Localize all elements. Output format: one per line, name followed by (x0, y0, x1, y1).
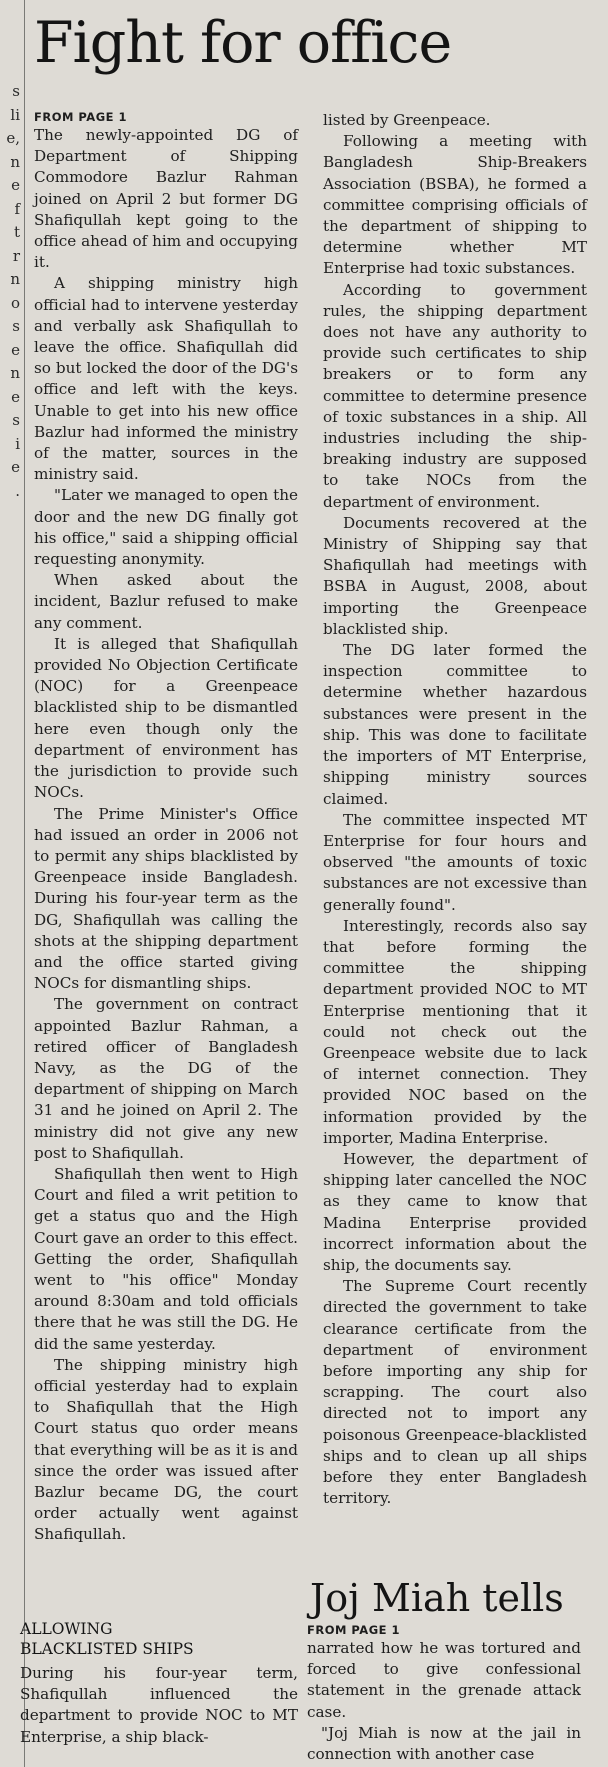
fragment-letter: f (14, 199, 20, 218)
fragment-letter: o (10, 293, 20, 312)
paragraph: During his four-year term, Shafiqullah influenced the department to provide NOC to MT Enterprise, a ship black- (20, 1664, 298, 1746)
paragraph: listed by Greenpeace. (323, 111, 491, 129)
adjacent-column-fragments (0, 80, 20, 503)
fragment-letter: r (12, 246, 20, 265)
paragraph: The newly-appointed DG of Department of Shipping Commodore Bazlur Rahman joined on April 2 but former DG Shafiqullah kept going to the office ahead of him and occupying it. (34, 126, 298, 272)
paragraph: According to government rules, the shipping department does not have any authority to provide such certificates to ship breakers or to form any committee to determine presence of toxic substances in a ship. All industries including the ship-breaking industry are supposed to take NOCs from the department of environment. (323, 280, 587, 511)
fragment-letter: n (10, 152, 20, 171)
article-column-2 (323, 110, 587, 1509)
article-column-1-tail (20, 1663, 298, 1748)
fragment-letter: t (13, 223, 20, 241)
fragment-letter: li (10, 105, 20, 124)
paragraph: It is alleged that Shafiqullah provided No Objection Certificate (NOC) for a Greenpeace blacklisted ship to be dismantled here even though only the department of environment has the jurisdiction to provide such NOCs. (34, 634, 298, 802)
paragraph: "Later we managed to open the door and the new DG finally got his office," said a shipping official requesting anonymity. (34, 486, 298, 569)
paragraph: Interestingly, records also say that before forming the committee the shipping department provided NOC to MT Enterprise mentioning that it could not check out the Greenpeace website due to lack of internet connection. They provided NOC based on the information provided by the importer, Madina Enterprise. (323, 916, 587, 1147)
paragraph: The committee inspected MT Enterprise for four hours and observed "the amounts of toxic substances are not excessive than generally found". (323, 810, 587, 914)
column-rule (24, 0, 25, 1767)
section-subhead (20, 1619, 300, 1659)
paragraph: The DG later formed the inspection committee to determine whether hazardous substances were present in the ship. This was done to facilitate the importers of MT Enterprise, shipping ministry sources claimed. (323, 641, 587, 808)
paragraph: However, the department of shipping later cancelled the NOC as they came to know that Madina Enterprise provided incorrect information about the ship, the documents say. (323, 1149, 587, 1274)
fragment-letter: s (12, 411, 20, 429)
paragraph: Following a meeting with Bangladesh Ship-Breakers Association (BSBA), he formed a committee comprising officials of the department of shipping to determine whether MT Enterprise had toxic substances. (323, 132, 587, 278)
from-page-kicker: FROM PAGE 1 (307, 1623, 401, 1637)
paragraph: "Joj Miah is now at the jail in connection with another case (307, 1723, 581, 1764)
paragraph: The shipping ministry high official yesterday had to explain to Shafiqullah that the High Court status quo order means that everything will be as it is and since the order was issued after Bazlur became DG, the court order actually went against Shafiqullah. (34, 1355, 298, 1544)
fragment-letter: e (11, 340, 20, 359)
fragment-letter: s (12, 317, 20, 335)
fragment-letter: n (10, 364, 20, 382)
article-headline: Fight for office (34, 10, 452, 76)
fragment-letter: e (11, 387, 20, 406)
second-article-column (307, 1623, 581, 1765)
fragment-letter: e (11, 176, 20, 194)
fragment-letter: e, (6, 129, 20, 147)
paragraph: When asked about the incident, Bazlur refused to make any comment. (34, 571, 298, 632)
from-page-kicker: FROM PAGE 1 (34, 110, 128, 124)
article-column-1 (34, 110, 298, 1546)
paragraph: Shafiqullah then went to High Court and filed a writ petition to get a status quo and the High Court gave an order to this effect. Getting the order, Shafiqullah went to "his office" Monday around 8:30am and told officials there that he was still the DG. He did the same yesterday. (34, 1164, 298, 1353)
fragment-letter: n (10, 270, 20, 288)
paragraph: A shipping ministry high official had to intervene yesterday and verbally ask Shafiqullah to leave the office. Shafiqullah did so but locked the door of the DG's office and left with the keys. Unable to get into his new office Bazlur had informed the ministry of the matter, sources in the ministry said. (34, 274, 298, 484)
fragment-letter: i (15, 434, 20, 453)
paragraph: Documents recovered at the Ministry of Shipping say that Shafiqullah had meetings with BSBA in August, 2008, about importing the Greenpeace blacklisted ship. (323, 513, 587, 638)
fragment-letter: . (15, 481, 20, 500)
subhead-line: BLACKLISTED SHIPS (20, 1640, 194, 1658)
paragraph: The Supreme Court recently directed the government to take clearance certificate from the department of environment before importing any ship for scrapping. The court also directed not to import any poisonous Greenpeace-blacklisted ships and to clean up all ships before they enter Bangladesh territory. (323, 1277, 587, 1508)
paragraph: The Prime Minister's Office had issued an order in 2006 not to permit any ships blacklisted by Greenpeace inside Bangladesh. During his four-year term as the DG, Shafiqullah was calling the shots at the shipping department and the office started giving NOCs for dismantling ships. (34, 804, 298, 993)
paragraph: The government on contract appointed Bazlur Rahman, a retired officer of Bangladesh Navy, as the DG of the department of shipping on March 31 and he joined on April 2. The ministry did not give any new post to Shafiqullah. (34, 995, 298, 1162)
paragraph: narrated how he was tortured and forced to give confessional statement in the grenade attack case. (307, 1639, 581, 1721)
fragment-letter: s (12, 82, 20, 100)
fragment-letter: e (11, 458, 20, 476)
subhead-line: ALLOWING (20, 1620, 113, 1638)
second-article-headline: Joj Miah tells (310, 1576, 564, 1620)
